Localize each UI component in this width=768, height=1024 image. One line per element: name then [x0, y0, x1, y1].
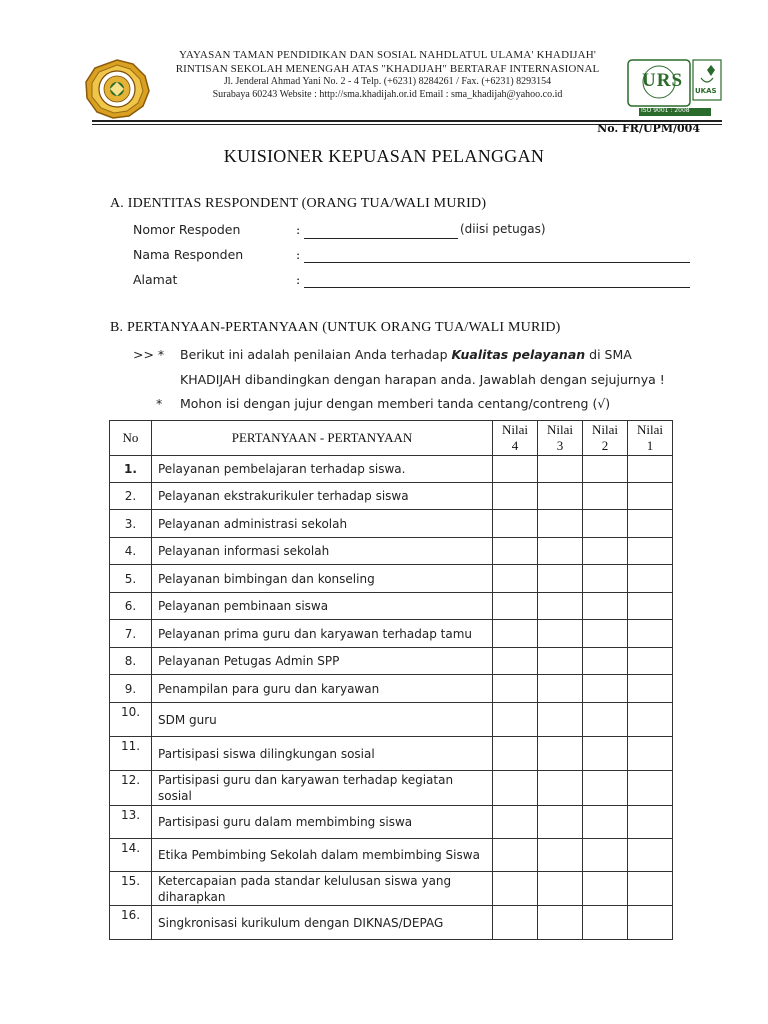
header-nilai-4: [493, 421, 538, 456]
row-question: Pelayanan Petugas Admin SPP: [152, 648, 493, 675]
rating-cell-nilai-3[interactable]: [538, 737, 583, 771]
table-row: [110, 620, 673, 648]
table-row: [110, 703, 673, 737]
row-question: Ketercapaian pada standar kelulusan siswa yang diharapkan: [152, 872, 493, 906]
rating-cell-nilai-2[interactable]: [583, 648, 628, 675]
rating-cell-nilai-1[interactable]: [628, 771, 673, 806]
row-question: Partisipasi siswa dilingkungan sosial: [152, 737, 493, 771]
rating-cell-nilai-2[interactable]: [583, 620, 628, 648]
rating-cell-nilai-1[interactable]: [628, 593, 673, 620]
rating-cell-nilai-4[interactable]: [493, 483, 538, 510]
row-number: 5.: [110, 565, 152, 593]
row-number: 10.: [110, 703, 152, 737]
rating-cell-nilai-3[interactable]: [538, 483, 583, 510]
rating-cell-nilai-1[interactable]: [628, 648, 673, 675]
row-number: 2.: [110, 483, 152, 510]
rating-cell-nilai-2[interactable]: [583, 456, 628, 483]
rating-cell-nilai-3[interactable]: [538, 456, 583, 483]
rating-cell-nilai-4[interactable]: [493, 565, 538, 593]
rating-cell-nilai-1[interactable]: [628, 483, 673, 510]
respondent-number-field[interactable]: [304, 238, 458, 239]
address-field[interactable]: [304, 287, 690, 288]
rating-cell-nilai-3[interactable]: [538, 538, 583, 565]
colon: :: [296, 222, 301, 237]
rating-cell-nilai-2[interactable]: [583, 703, 628, 737]
section-a-title: A. IDENTITAS RESPONDENT (ORANG TUA/WALI MURID): [110, 196, 487, 211]
school-address: Jl. Jenderal Ahmad Yani No. 2 - 4 Telp. (+6231) 8284261 / Fax. (+6231) 8293154: [223, 76, 552, 87]
rating-cell-nilai-1[interactable]: [628, 737, 673, 771]
table-row: [110, 593, 673, 620]
row-number: 13.: [110, 806, 152, 839]
rating-cell-nilai-3[interactable]: [538, 906, 583, 940]
row-question: Partisipasi guru dalam membimbing siswa: [152, 806, 493, 839]
satisfaction-table: [109, 420, 673, 940]
table-row: [110, 538, 673, 565]
table-row: [110, 906, 673, 940]
row-number: 16.: [110, 906, 152, 940]
row-number: 12.: [110, 771, 152, 806]
instruction-marker: >> *: [133, 347, 165, 362]
colon: :: [296, 247, 301, 262]
rating-cell-nilai-4[interactable]: [493, 703, 538, 737]
table-row: [110, 771, 673, 806]
rating-cell-nilai-2[interactable]: [583, 872, 628, 906]
colon: :: [296, 272, 301, 287]
rating-cell-nilai-4[interactable]: [493, 456, 538, 483]
rating-cell-nilai-3[interactable]: [538, 675, 583, 703]
row-number: 14.: [110, 839, 152, 872]
rating-cell-nilai-2[interactable]: [583, 806, 628, 839]
header-no: No: [110, 421, 152, 456]
rating-cell-nilai-3[interactable]: [538, 771, 583, 806]
rating-cell-nilai-1[interactable]: [628, 565, 673, 593]
rating-cell-nilai-3[interactable]: [538, 593, 583, 620]
table-row: [110, 648, 673, 675]
row-number: 3.: [110, 510, 152, 538]
row-number: 6.: [110, 593, 152, 620]
respondent-name-field[interactable]: [304, 262, 690, 263]
school-contact: Surabaya 60243 Website : http://sma.khadijah.or.id Email : sma_khadijah@yahoo.co.id: [212, 89, 563, 100]
rating-cell-nilai-2[interactable]: [583, 906, 628, 940]
nilai-value: 2: [601, 438, 609, 453]
rating-cell-nilai-3[interactable]: [538, 565, 583, 593]
nilai-value: 1: [646, 438, 654, 453]
instruction-1-pre: Berikut ini adalah penilaian Anda terhadap: [180, 347, 452, 362]
rating-cell-nilai-1[interactable]: [628, 906, 673, 940]
table-row: [110, 510, 673, 538]
rating-cell-nilai-3[interactable]: [538, 806, 583, 839]
rating-cell-nilai-4[interactable]: [493, 510, 538, 538]
row-question: SDM guru: [152, 703, 493, 737]
nilai-value: 3: [556, 438, 564, 453]
rating-cell-nilai-2[interactable]: [583, 565, 628, 593]
rating-cell-nilai-3[interactable]: [538, 620, 583, 648]
foundation-name: YAYASAN TAMAN PENDIDIKAN DAN SOSIAL NAHDLATUL ULAMA' KHADIJAH': [178, 49, 597, 61]
rating-cell-nilai-4[interactable]: [493, 593, 538, 620]
row-question: Pelayanan prima guru dan karyawan terhadap tamu: [152, 620, 493, 648]
rating-cell-nilai-1[interactable]: [628, 806, 673, 839]
row-question: Etika Pembimbing Sekolah dalam membimbing Siswa: [152, 839, 493, 872]
rating-cell-nilai-4[interactable]: [493, 806, 538, 839]
rating-cell-nilai-2[interactable]: [583, 675, 628, 703]
row-number: 1.: [110, 456, 152, 483]
nilai-label: Nilai: [502, 422, 528, 437]
iso-certification-logo: [627, 58, 723, 118]
row-question: Partisipasi guru dan karyawan terhadap kegiatan sosial: [152, 771, 493, 806]
rating-cell-nilai-4[interactable]: [493, 675, 538, 703]
row-number: 11.: [110, 737, 152, 771]
rating-cell-nilai-4[interactable]: [493, 839, 538, 872]
header-nilai-2: [583, 421, 628, 456]
school-name: RINTISAN SEKOLAH MENENGAH ATAS "KHADIJAH" BERTARAF INTERNASIONAL: [175, 63, 600, 75]
header-nilai-1: [628, 421, 673, 456]
row-question: Singkronisasi kurikulum dengan DIKNAS/DEPAG: [152, 906, 493, 940]
row-number: 4.: [110, 538, 152, 565]
row-question: Penampilan para guru dan karyawan: [152, 675, 493, 703]
table-row: [110, 872, 673, 906]
instruction-1-line-2: KHADIJAH dibandingkan dengan harapan anda. Jawablah dengan sejujurnya !: [180, 372, 665, 387]
header-nilai-3: [538, 421, 583, 456]
rating-cell-nilai-2[interactable]: [583, 737, 628, 771]
rating-cell-nilai-1[interactable]: [628, 675, 673, 703]
table-row: [110, 675, 673, 703]
iso-label: ISO 9001 : 2008: [641, 107, 690, 114]
ukas-badge-text: UKAS: [695, 87, 717, 95]
rating-cell-nilai-2[interactable]: [583, 483, 628, 510]
section-b-title: B. PERTANYAAN-PERTANYAAN (UNTUK ORANG TUA/WALI MURID): [110, 320, 561, 335]
rating-cell-nilai-1[interactable]: [628, 620, 673, 648]
rating-cell-nilai-1[interactable]: [628, 703, 673, 737]
row-question: Pelayanan administrasi sekolah: [152, 510, 493, 538]
document-number: No. FR/UPM/004: [597, 122, 700, 135]
instruction-marker-2: *: [156, 396, 163, 411]
respondent-number-label: Nomor Respoden: [133, 222, 241, 237]
rating-cell-nilai-2[interactable]: [583, 593, 628, 620]
rating-cell-nilai-3[interactable]: [538, 703, 583, 737]
address-label: Alamat: [133, 272, 178, 287]
instruction-1-post: di SMA: [585, 347, 632, 362]
page-title: KUISIONER KEPUASAN PELANGGAN: [223, 146, 545, 166]
table-body: [110, 456, 673, 940]
table-row: [110, 806, 673, 839]
rating-cell-nilai-2[interactable]: [583, 510, 628, 538]
rating-cell-nilai-4[interactable]: [493, 648, 538, 675]
row-question: Pelayanan informasi sekolah: [152, 538, 493, 565]
nilai-label: Nilai: [592, 422, 618, 437]
rating-cell-nilai-3[interactable]: [538, 872, 583, 906]
row-question: Pelayanan pembelajaran terhadap siswa.: [152, 456, 493, 483]
rating-cell-nilai-2[interactable]: [583, 771, 628, 806]
instruction-1-emphasis: Kualitas pelayanan: [451, 347, 586, 362]
table-row: [110, 483, 673, 510]
respondent-number-hint: (diisi petugas): [460, 222, 546, 236]
rating-cell-nilai-4[interactable]: [493, 538, 538, 565]
urs-logo-text: URS: [642, 70, 684, 91]
row-question: Pelayanan pembinaan siswa: [152, 593, 493, 620]
rating-cell-nilai-3[interactable]: [538, 510, 583, 538]
rating-cell-nilai-1[interactable]: [628, 872, 673, 906]
nilai-label: Nilai: [547, 422, 573, 437]
rating-cell-nilai-3[interactable]: [538, 648, 583, 675]
table-row: [110, 456, 673, 483]
nilai-label: Nilai: [637, 422, 663, 437]
rating-cell-nilai-1[interactable]: [628, 456, 673, 483]
table-row: [110, 737, 673, 771]
table-header-row: [110, 421, 673, 456]
rating-cell-nilai-2[interactable]: [583, 538, 628, 565]
rating-cell-nilai-1[interactable]: [628, 839, 673, 872]
nilai-value: 4: [511, 438, 519, 453]
rating-cell-nilai-2[interactable]: [583, 839, 628, 872]
row-number: 9.: [110, 675, 152, 703]
rating-cell-nilai-3[interactable]: [538, 839, 583, 872]
row-question: Pelayanan ekstrakurikuler terhadap siswa: [152, 483, 493, 510]
rating-cell-nilai-1[interactable]: [628, 538, 673, 565]
rating-cell-nilai-4[interactable]: [493, 906, 538, 940]
instruction-2: Mohon isi dengan jujur dengan memberi tanda centang/contreng (√): [180, 396, 611, 411]
table-row: [110, 565, 673, 593]
row-number: 15.: [110, 872, 152, 906]
row-number: 7.: [110, 620, 152, 648]
row-question: Pelayanan bimbingan dan konseling: [152, 565, 493, 593]
rating-cell-nilai-4[interactable]: [493, 771, 538, 806]
row-number: 8.: [110, 648, 152, 675]
table-row: [110, 839, 673, 872]
rating-cell-nilai-1[interactable]: [628, 510, 673, 538]
header-question: PERTANYAAN - PERTANYAAN: [152, 421, 493, 456]
rating-cell-nilai-4[interactable]: [493, 737, 538, 771]
rating-cell-nilai-4[interactable]: [493, 872, 538, 906]
respondent-name-label: Nama Responden: [133, 247, 244, 262]
instruction-1: [180, 347, 696, 362]
rating-cell-nilai-4[interactable]: [493, 620, 538, 648]
school-crest-logo: [83, 58, 151, 120]
